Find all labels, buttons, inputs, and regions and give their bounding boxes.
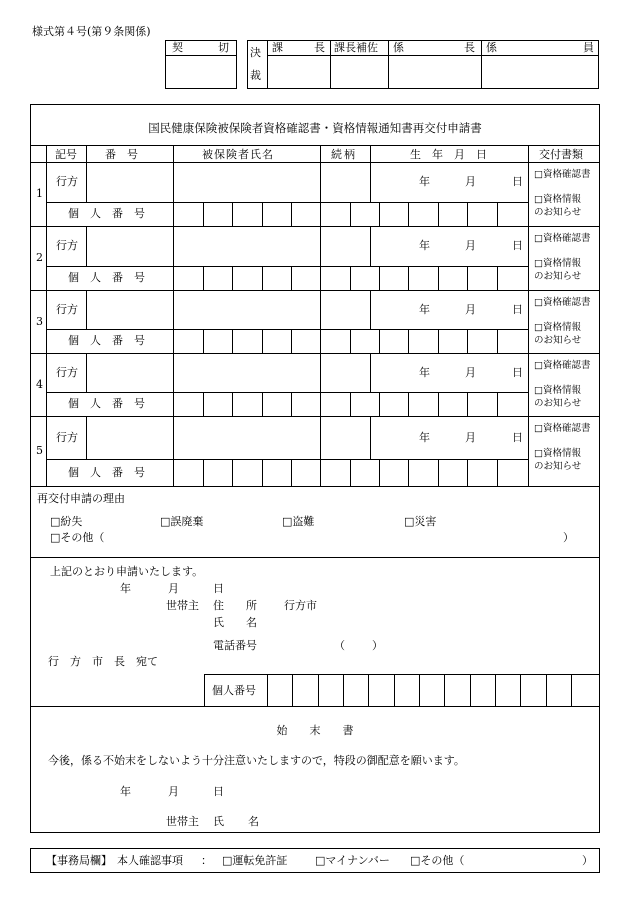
- reason-other-close: ）: [563, 531, 574, 544]
- application-statement: 上記のとおり申請いたします。: [50, 565, 204, 578]
- app-hi: 日: [213, 582, 224, 595]
- header-relation: 続柄: [331, 148, 357, 161]
- row-kigo: 行方: [56, 175, 78, 188]
- app-kojin-bango-cell[interactable]: [394, 674, 419, 706]
- office-mynumber[interactable]: □マイナンバー: [315, 854, 390, 867]
- kojin-bango-cell[interactable]: [408, 202, 438, 226]
- kojin-bango-cell[interactable]: [497, 459, 528, 486]
- office-license[interactable]: □運転免許証: [222, 854, 288, 867]
- header-issue-type: 交付書類: [539, 148, 583, 161]
- row-doc-shikaku-kakuninsho[interactable]: □資格確認書: [534, 297, 591, 308]
- kojin-bango-cell[interactable]: [173, 459, 203, 486]
- app-kojin-bango-cell[interactable]: [444, 674, 470, 706]
- kojin-bango-cell[interactable]: [497, 202, 528, 226]
- row-kojin-bango-label: 個 人 番 号: [68, 271, 145, 284]
- app-kojin-bango-cell[interactable]: [571, 674, 599, 706]
- kojin-bango-cell[interactable]: [350, 459, 379, 486]
- kojin-bango-cell[interactable]: [203, 392, 232, 416]
- row-hi: 日: [512, 239, 523, 252]
- ka-label: 課: [272, 41, 283, 54]
- reason-discard[interactable]: □誤廃棄: [160, 515, 204, 528]
- row-doc-shikaku-kakuninsho[interactable]: □資格確認書: [534, 169, 591, 180]
- kessai-bottom: 裁: [250, 69, 261, 82]
- kojin-bango-cell[interactable]: [262, 266, 291, 290]
- row-doc-oshirase: のお知らせ: [534, 271, 582, 282]
- row-number: 4: [36, 378, 43, 391]
- kojin-bango-cell[interactable]: [350, 266, 379, 290]
- row-tsuki: 月: [465, 239, 476, 252]
- kessai-box: [247, 40, 599, 89]
- kojin-bango-cell[interactable]: [350, 392, 379, 416]
- kojin-bango-cell[interactable]: [232, 329, 262, 353]
- row-number: 5: [36, 444, 43, 457]
- kessai-top: 決: [250, 46, 261, 59]
- kojin-bango-cell[interactable]: [438, 459, 467, 486]
- row-number: 1: [36, 187, 43, 200]
- cho2-label: 長: [464, 41, 475, 54]
- office-item: 本人確認事項: [117, 854, 183, 867]
- kojin-bango-cell[interactable]: [350, 329, 379, 353]
- app-kojin-bango-cell[interactable]: [419, 674, 444, 706]
- kojin-bango-cell[interactable]: [291, 329, 320, 353]
- kojin-bango-cell[interactable]: [320, 459, 350, 486]
- app-kojin-bango-cell[interactable]: [368, 674, 394, 706]
- row-tsuki: 月: [465, 431, 476, 444]
- kojin-bango-cell[interactable]: [320, 266, 350, 290]
- cho-label: 長: [314, 41, 325, 54]
- row-nen: 年: [419, 431, 430, 444]
- kojin-bango-cell[interactable]: [467, 459, 497, 486]
- row-doc-oshirase: のお知らせ: [534, 461, 582, 472]
- reason-disaster[interactable]: □災害: [404, 515, 437, 528]
- kojin-bango-cell[interactable]: [408, 266, 438, 290]
- shim-mei: 名: [248, 815, 259, 828]
- kojin-bango-cell[interactable]: [291, 266, 320, 290]
- reason-loss[interactable]: □紛失: [50, 515, 83, 528]
- row-hi: 日: [512, 175, 523, 188]
- kojin-bango-cell[interactable]: [232, 459, 262, 486]
- kakari2-label: 係: [486, 41, 497, 54]
- kojin-bango-cell[interactable]: [379, 329, 408, 353]
- kojin-bango-cell[interactable]: [467, 266, 497, 290]
- kojin-bango-cell[interactable]: [203, 202, 232, 226]
- row-kojin-bango-label: 個 人 番 号: [68, 397, 145, 410]
- kojin-bango-cell[interactable]: [467, 392, 497, 416]
- kojin-bango-cell[interactable]: [262, 329, 291, 353]
- row-tsuki: 月: [465, 175, 476, 188]
- kojin-bango-cell[interactable]: [291, 459, 320, 486]
- row-kojin-bango-label: 個 人 番 号: [68, 334, 145, 347]
- kojin-bango-cell[interactable]: [497, 266, 528, 290]
- kojin-bango-cell[interactable]: [203, 329, 232, 353]
- office-other[interactable]: □その他（: [410, 854, 465, 867]
- kojin-bango-cell[interactable]: [320, 392, 350, 416]
- kojin-bango-cell[interactable]: [262, 392, 291, 416]
- row-doc-oshirase: のお知らせ: [534, 398, 582, 409]
- app-kojin-bango: 個人番号: [212, 684, 256, 697]
- shim-shi: 氏: [213, 815, 224, 828]
- app-city: 行方市: [284, 599, 317, 612]
- kojin-bango-cell[interactable]: [408, 392, 438, 416]
- row-doc-shikaku-joho[interactable]: □資格情報: [534, 385, 581, 396]
- kojin-bango-cell[interactable]: [379, 392, 408, 416]
- kojin-bango-cell[interactable]: [203, 266, 232, 290]
- kojin-bango-cell[interactable]: [408, 459, 438, 486]
- row-kojin-bango-label: 個 人 番 号: [68, 207, 145, 220]
- app-kojin-bango-cell[interactable]: [292, 674, 318, 706]
- kakari-label: 係: [393, 41, 404, 54]
- kiri-label: 切: [218, 41, 229, 54]
- app-setainushi: 世帯主: [166, 599, 199, 612]
- kojin-bango-cell[interactable]: [320, 329, 350, 353]
- in-label: 員: [583, 41, 594, 54]
- header-kigo: 記号: [55, 148, 77, 161]
- reason-theft[interactable]: □盗難: [282, 515, 315, 528]
- app-kojin-bango-cell[interactable]: [470, 674, 495, 706]
- office-label: 【事務局欄】: [46, 854, 112, 867]
- row-doc-oshirase: のお知らせ: [534, 207, 582, 218]
- row-doc-shikaku-joho[interactable]: □資格情報: [534, 258, 581, 269]
- kojin-bango-cell[interactable]: [438, 392, 467, 416]
- kojin-bango-cell[interactable]: [262, 459, 291, 486]
- office-close: ）: [582, 854, 593, 867]
- row-doc-shikaku-kakuninsho[interactable]: □資格確認書: [534, 360, 591, 371]
- row-doc-shikaku-joho[interactable]: □資格情報: [534, 322, 581, 333]
- row-hi: 日: [512, 431, 523, 444]
- shimatsusho-title: 始 末 書: [276, 724, 354, 737]
- row-kigo: 行方: [56, 303, 78, 316]
- app-kojin-bango-cell[interactable]: [267, 674, 292, 706]
- app-phone-close: ）: [372, 639, 383, 652]
- form-title: 国民健康保険被保険者資格確認書・資格情報通知書再交付申請書: [148, 121, 482, 135]
- kojin-bango-cell[interactable]: [408, 329, 438, 353]
- app-phone: 電話番号: [213, 639, 257, 652]
- row-tsuki: 月: [465, 303, 476, 316]
- row-doc-oshirase: のお知らせ: [534, 335, 582, 346]
- shimatsusho-body: 今後，係る不始末をしないよう十分注意いたしますので，特段の御配意を願います。: [48, 754, 465, 767]
- kojin-bango-cell[interactable]: [350, 202, 379, 226]
- kojin-bango-cell[interactable]: [497, 392, 528, 416]
- row-kigo: 行方: [56, 366, 78, 379]
- kojin-bango-cell[interactable]: [320, 202, 350, 226]
- row-nen: 年: [419, 175, 430, 188]
- office-colon: ：: [201, 854, 212, 867]
- shim-hi: 日: [213, 785, 224, 798]
- row-doc-shikaku-kakuninsho[interactable]: □資格確認書: [534, 423, 591, 434]
- kojin-bango-cell[interactable]: [379, 266, 408, 290]
- form-number: 様式第４号(第９条関係): [32, 25, 151, 38]
- reason-other[interactable]: □その他（: [50, 531, 105, 544]
- row-number: 3: [36, 315, 43, 328]
- row-kojin-bango-label: 個 人 番 号: [68, 466, 145, 479]
- row-tsuki: 月: [465, 366, 476, 379]
- shim-nen: 年: [120, 785, 131, 798]
- kojin-bango-cell[interactable]: [438, 329, 467, 353]
- row-nen: 年: [419, 366, 430, 379]
- keiyaku-label: 契: [172, 41, 183, 54]
- kojin-bango-cell[interactable]: [497, 329, 528, 353]
- app-kojin-bango-cell[interactable]: [495, 674, 520, 706]
- kojin-bango-cell[interactable]: [173, 329, 203, 353]
- kojin-bango-cell[interactable]: [232, 266, 262, 290]
- row-nen: 年: [419, 303, 430, 316]
- kojin-bango-cell[interactable]: [467, 202, 497, 226]
- kojin-bango-cell[interactable]: [203, 459, 232, 486]
- kojin-bango-cell[interactable]: [232, 202, 262, 226]
- kojin-bango-cell[interactable]: [467, 329, 497, 353]
- row-hi: 日: [512, 366, 523, 379]
- reason-label: 再交付申請の理由: [37, 492, 125, 505]
- app-nen: 年: [120, 582, 131, 595]
- header-birth: 生 年 月 日: [410, 148, 487, 161]
- kojin-bango-cell[interactable]: [262, 202, 291, 226]
- row-kigo: 行方: [56, 239, 78, 252]
- row-number: 2: [36, 251, 43, 264]
- app-kojin-bango-cell[interactable]: [343, 674, 368, 706]
- row-doc-shikaku-joho[interactable]: □資格情報: [534, 448, 581, 459]
- app-tsuki: 月: [168, 582, 179, 595]
- row-doc-shikaku-kakuninsho[interactable]: □資格確認書: [534, 233, 591, 244]
- kojin-bango-cell[interactable]: [379, 459, 408, 486]
- kojin-bango-cell[interactable]: [438, 266, 467, 290]
- row-hi: 日: [512, 303, 523, 316]
- shim-setainushi: 世帯主: [166, 815, 199, 828]
- kojin-bango-cell[interactable]: [173, 392, 203, 416]
- app-kojin-bango-cell[interactable]: [520, 674, 546, 706]
- row-nen: 年: [419, 239, 430, 252]
- app-addressee: 行 方 市 長 宛て: [48, 655, 158, 668]
- kojin-bango-cell[interactable]: [291, 392, 320, 416]
- app-jusho: 住 所: [213, 599, 257, 612]
- kojin-bango-cell[interactable]: [291, 202, 320, 226]
- kojin-bango-cell[interactable]: [232, 392, 262, 416]
- kojin-bango-cell[interactable]: [379, 202, 408, 226]
- row-doc-shikaku-joho[interactable]: □資格情報: [534, 194, 581, 205]
- kojin-bango-cell[interactable]: [173, 202, 203, 226]
- header-name: 被保険者氏名: [202, 148, 274, 161]
- kacho-hosa-label: 課長補佐: [334, 41, 378, 54]
- header-bango: 番 号: [105, 148, 138, 161]
- app-kojin-bango-cell[interactable]: [318, 674, 343, 706]
- kojin-bango-cell[interactable]: [438, 202, 467, 226]
- app-shimei: 氏 名: [213, 616, 257, 629]
- shim-tsuki: 月: [168, 785, 179, 798]
- kojin-bango-cell[interactable]: [173, 266, 203, 290]
- row-kigo: 行方: [56, 431, 78, 444]
- app-phone-open: （: [334, 639, 345, 652]
- app-kojin-bango-cell[interactable]: [546, 674, 571, 706]
